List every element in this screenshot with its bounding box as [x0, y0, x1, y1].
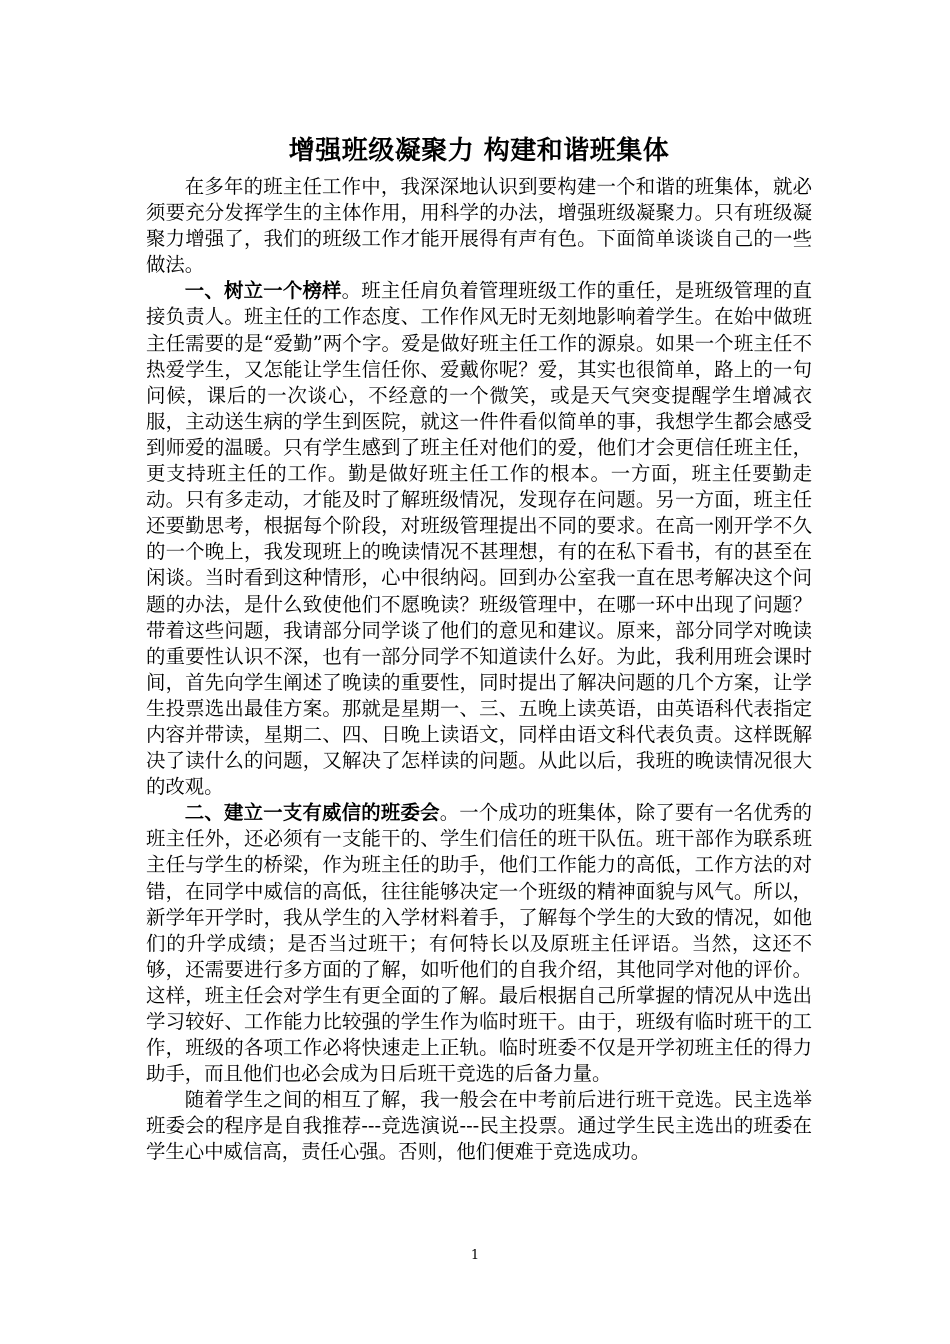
section-heading: 一、树立一个榜样: [184, 279, 342, 303]
page-number: 1: [470, 1248, 480, 1263]
document-page: [146, 131, 812, 1166]
section-heading: 二、建立一支有威信的班委会: [184, 801, 440, 825]
intro-paragraph: [146, 174, 812, 278]
document-title: 增强班级凝聚力 构建和谐班集体: [288, 136, 670, 166]
paragraph-text: 。班主任肩负着管理班级工作的重任，是班级管理的直接负责人。班主任的工作态度、工作作风无时无刻地影响着学生。在始中做班主任需要的是“爱勤”两个字。爱是做好班主任工作的源泉。如果一个班主任不热爱学生，又怎能让学生信任你、爱戴你呢？爱，其实也很简单，路上的一句问候，课后的一次谈心，不经意的一个微笑，或是天气突变提醒学生增减衣服，主动送生病的学生到医院，就这一件件看似简单的事，我想学生都会感受到师爱的温暖。只有学生感到了班主任对他们的爱，他们才会更信任班主任，更支持班主任的工作。勤是做好班主任工作的根本。一方面，班主任要勤走动。只有多走动，才能及时了解班级情况，发现存在问题。另一方面，班主任还要勤思考，根据每个阶段，对班级管理提出不同的要求。在高一刚开学不久的一个晚上，我发现班上的晚读情况不甚理想，有的在私下看书，有的甚至在闲谈。当时看到这种情形，心中很纳闷。回到办公室我一直在思考解决这个问题的办法，是什么致使他们不愿晚读？班级管理中，在哪一环中出现了问题？带着这些问题，我请部分同学谈了他们的意见和建议。原来，部分同学对晚读的重要性认识不深，也有一部分同学不知道读什么好。为此，我利用班会课时间，首先向学生阐述了晚读的重要性，同时提出了解决问题的几个方案，让学生投票选出最佳方案。那就是星期一、三、五晚上读英语，由英语科代表指定内容并带读，星期二、四、日晚上读语文，同样由语文科代表负责。这样既解决了读什么的问题，又解决了怎样读的问题。从此以后，我班的晚读情况很大的改观。: [146, 279, 813, 799]
paragraph-text: 随着学生之间的相互了解，我一般会在中考前后进行班干竞选。民主选举班委会的程序是自我推荐---竞选演说---民主投票。通过学生民主选出的班委在学生心中威信高，责任心强。否则，他们便难于竞选成功。: [146, 1088, 812, 1164]
section-two-paragraph: [146, 800, 812, 1087]
section-one-paragraph: [146, 278, 812, 800]
paragraph-text: 在多年的班主任工作中，我深深地认识到要构建一个和谐的班集体，就必须要充分发挥学生的主体作用，用科学的办法，增强班级凝聚力。只有班级凝聚力增强了，我们的班级工作才能开展得有声有色。下面简单谈谈自己的一些做法。: [146, 175, 812, 277]
paragraph-text: 。一个成功的班集体，除了要有一名优秀的班主任外，还必须有一支能干的、学生们信任的班干队伍。班干部作为联系班主任与学生的桥梁，作为班主任的助手，他们工作能力的高低，工作方法的对错，在同学中威信的高低，往往能够决定一个班级的精神面貌与风气。所以，新学年开学时，我从学生的入学材料着手，了解每个学生的大致的情况，如他们的升学成绩；是否当过班干；有何特长以及原班主任评语。当然，这还不够，还需要进行多方面的了解，如听他们的自我介绍，其他同学对他的评价。这样，班主任会对学生有更全面的了解。最后根据自己所掌握的情况从中选出学习较好、工作能力比较强的学生作为临时班干。由于，班级有临时班干的工作，班级的各项工作必将快速走上正轨。临时班委不仅是开学初班主任的得力助手，而且他们也必会成为日后班干竞选的后备力量。: [146, 801, 813, 1086]
closing-paragraph: [146, 1087, 812, 1165]
